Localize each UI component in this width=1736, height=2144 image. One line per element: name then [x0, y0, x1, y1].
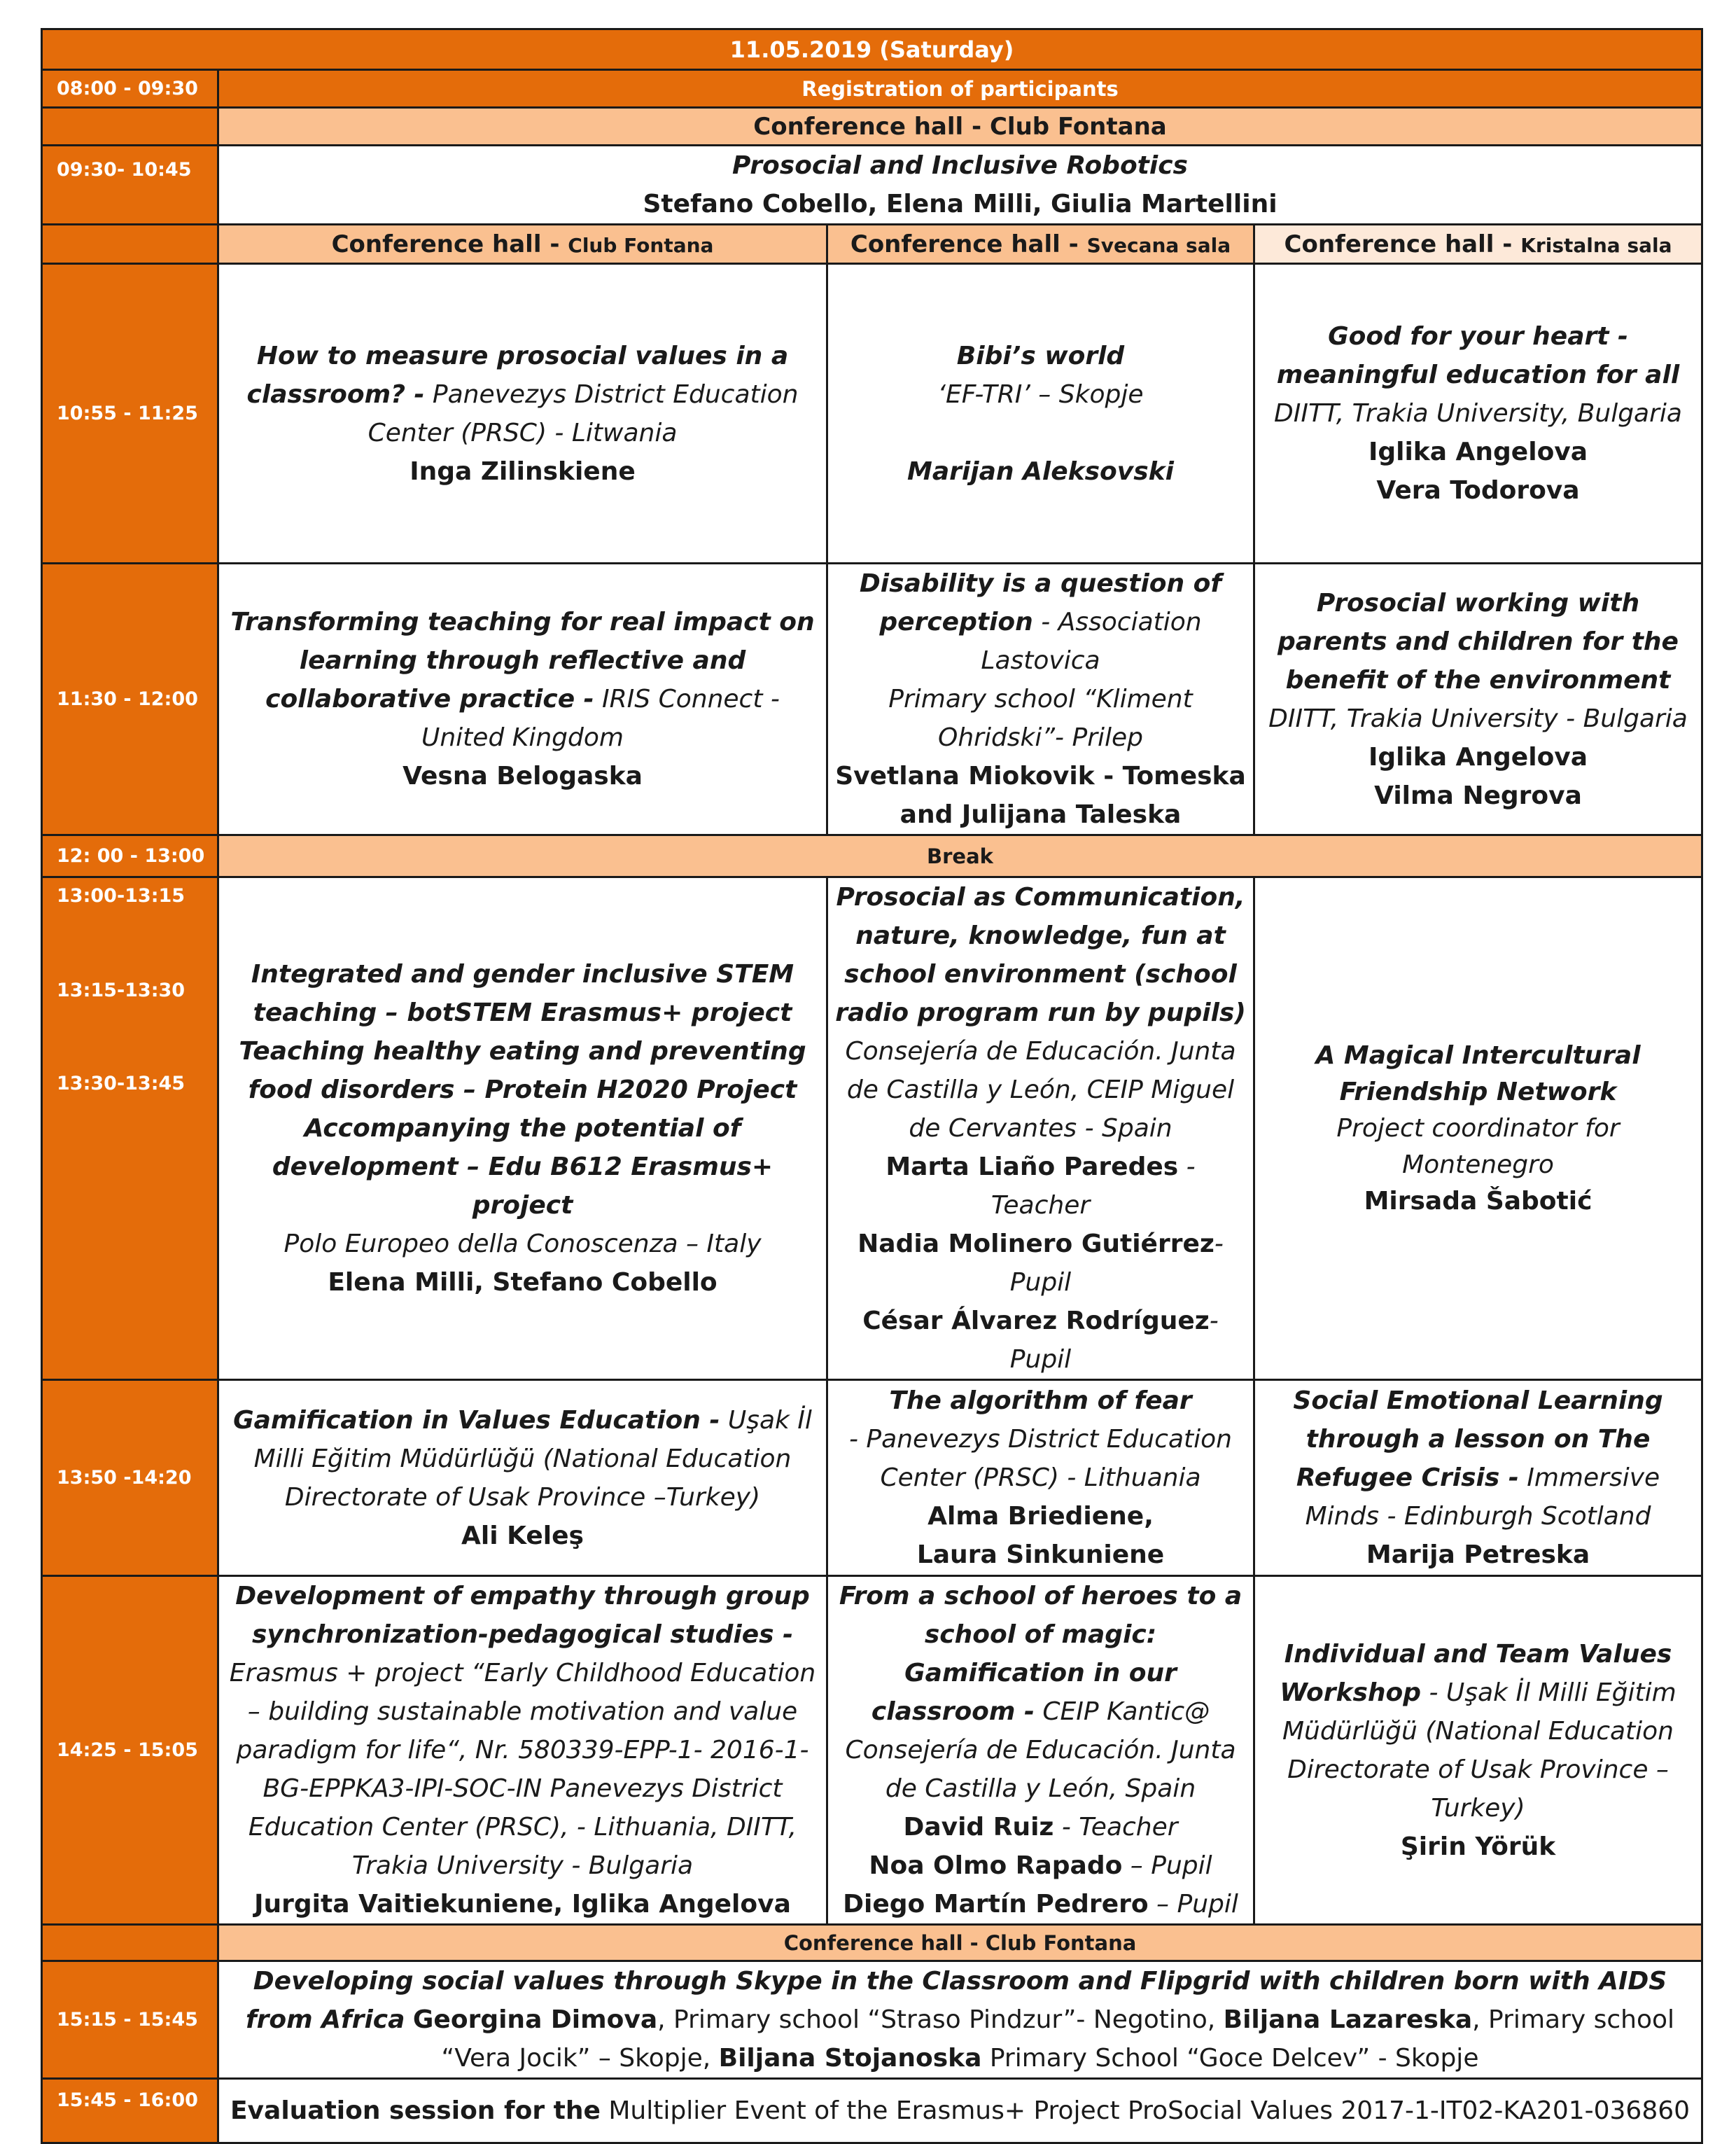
session-2-time: 11:30 - 12:00 — [42, 564, 218, 835]
plenary-time: 09:30- 10:45 — [42, 146, 218, 225]
conference-hall-main: Conference hall - Club Fontana — [218, 108, 1702, 146]
session-2-fontana: Transforming teaching for real impact on learning through reflective and collaborative practice - IRIS Connect - United Kingdom Vesna Belogaska — [218, 564, 827, 835]
session-3-times: 13:00-13:15 13:15-13:30 13:30-13:45 — [42, 877, 218, 1380]
session-2-kristalna: Prosocial working with parents and children for the benefit of the environment DIITT, Trakia University - Bulgaria Iglika Angelova Vilma Negrova — [1254, 564, 1702, 835]
session-5-fontana: Development of empathy through group synchronization-pedagogical studies - Erasmus + project “Early Childhood Education – building sustainable motivation and value paradigm for life“, Nr. 580339-EPP-1- 2016-1-BG-EPPKA3-IPI-SOC-IN Panevezys District Education Center (PRSC), - Lithuania, DIITT, Trakia University - Bulgaria Jurgita Vaitiekuniene, Iglika Angelova — [218, 1576, 827, 1925]
plenary-speakers: Stefano Cobello, Elena Milli, Giulia Martellini — [643, 190, 1278, 218]
session-3-kristalna: A Magical Intercultural Friendship Network Project coordinator for Montenegro Mirsada Šabotić — [1254, 877, 1702, 1380]
hall-row-2 — [42, 1925, 1702, 1961]
day-title: 11.05.2019 (Saturday) — [42, 29, 1702, 70]
session-4-time: 13:50 -14:20 — [42, 1380, 218, 1576]
break-label: Break — [218, 835, 1702, 877]
session-1-fontana: How to measure prosocial values in a classroom? - Panevezys District Education Center (PRSC) - Litwania Inga Zilinskiene — [218, 264, 827, 564]
session-row-4 — [42, 1380, 1702, 1576]
session-6-cell: Developing social values through Skype in the Classroom and Flipgrid with children born with AIDS from Africa Georgina Dimova, Primary school “Straso Pindzur”- Negotino, Biljana Lazareska, Primary school “Vera Jocik” – Skopje, Biljana Stojanoska Primary School “Goce Delcev” - Skopje — [218, 1961, 1702, 2079]
session-1-time: 10:55 - 11:25 — [42, 264, 218, 564]
date-row — [42, 29, 1702, 70]
hall-kristalna-sala: Conference hall - Kristalna sala — [1254, 225, 1702, 264]
session-row-1 — [42, 264, 1702, 564]
session-row-3 — [42, 877, 1702, 1380]
schedule-table — [41, 28, 1703, 2144]
session-6-time: 15:15 - 15:45 — [42, 1961, 218, 2079]
plenary-title: Prosocial and Inclusive Robotics — [732, 151, 1188, 180]
hall-svecana-sala: Conference hall - Svecana sala — [827, 225, 1254, 264]
session-1-svecana: Bibi’s world ‘EF-TRI’ – Skopje Marijan Aleksovski — [827, 264, 1254, 564]
session-7-cell: Evaluation session for the Multiplier Event of the Erasmus+ Project ProSocial Values 2017-1-IT02-KA201-036860 — [218, 2079, 1702, 2143]
session-1-kristalna: Good for your heart - meaningful education for all DIITT, Trakia University, Bulgaria Iglika Angelova Vera Todorova — [1254, 264, 1702, 564]
session-5-svecana: From a school of heroes to a school of magic: Gamification in our classroom - CEIP Kantic@ Consejería de Educación. Junta de Castilla y León, Spain David Ruiz - Teacher Noa Olmo Rapado – Pupil Diego Martín Pedrero – Pupil — [827, 1576, 1254, 1925]
plenary-row — [42, 146, 1702, 225]
session-2-svecana: Disability is a question of perception - Association Lastovica Primary school “Kliment Ohridski”- Prilep Svetlana Miokovik - Tomeska and Julijana Taleska — [827, 564, 1254, 835]
registration-label: Registration of participants — [218, 70, 1702, 108]
session-4-svecana: The algorithm of fear - Panevezys District Education Center (PRSC) - Lithuania Alma Briediene, Laura Sinkuniene — [827, 1380, 1254, 1576]
hall-club-fontana: Conference hall - Club Fontana — [218, 225, 827, 264]
session-5-kristalna: Individual and Team Values Workshop - Uşak İl Milli Eğitim Müdürlüğü (National Education Directorate of Usak Province – Turkey) Şirin Yörük — [1254, 1576, 1702, 1925]
schedule-sheet — [41, 28, 1701, 2144]
halls-row — [42, 225, 1702, 264]
session-3-fontana: Integrated and gender inclusive STEM teaching – botSTEM Erasmus+ project Teaching healthy eating and preventing food disorders – Protein H2020 Project Accompanying the potential of development – Edu B612 Erasmus+ project Polo Europeo della Conoscenza – Italy Elena Milli, Stefano Cobello — [218, 877, 827, 1380]
registration-row — [42, 70, 1702, 108]
session-row-5 — [42, 1576, 1702, 1925]
registration-time: 08:00 - 09:30 — [42, 70, 218, 108]
break-row — [42, 835, 1702, 877]
hall-row-1 — [42, 108, 1702, 146]
session-5-time: 14:25 - 15:05 — [42, 1576, 218, 1925]
session-row-6 — [42, 1961, 1702, 2079]
session-7-time: 15:45 - 16:00 — [42, 2079, 218, 2143]
session-3-svecana: Prosocial as Communication, nature, knowledge, fun at school environment (school radio program run by pupils) Consejería de Educación. Junta de Castilla y León, CEIP Miguel de Cervantes - Spain Marta Liaño Paredes - Teacher Nadia Molinero Gutiérrez-Pupil César Álvarez Rodríguez-Pupil — [827, 877, 1254, 1380]
session-4-kristalna: Social Emotional Learning through a lesson on The Refugee Crisis - Immersive Minds - Edinburgh Scotland Marija Petreska — [1254, 1380, 1702, 1576]
session-4-fontana: Gamification in Values Education - Uşak İl Milli Eğitim Müdürlüğü (National Education Directorate of Usak Province –Turkey) Ali Keleş — [218, 1380, 827, 1576]
session-row-7 — [42, 2079, 1702, 2143]
plenary-cell — [218, 146, 1702, 225]
break-time: 12: 00 - 13:00 — [42, 835, 218, 877]
session-row-2 — [42, 564, 1702, 835]
conference-hall-main-2: Conference hall - Club Fontana — [218, 1925, 1702, 1961]
